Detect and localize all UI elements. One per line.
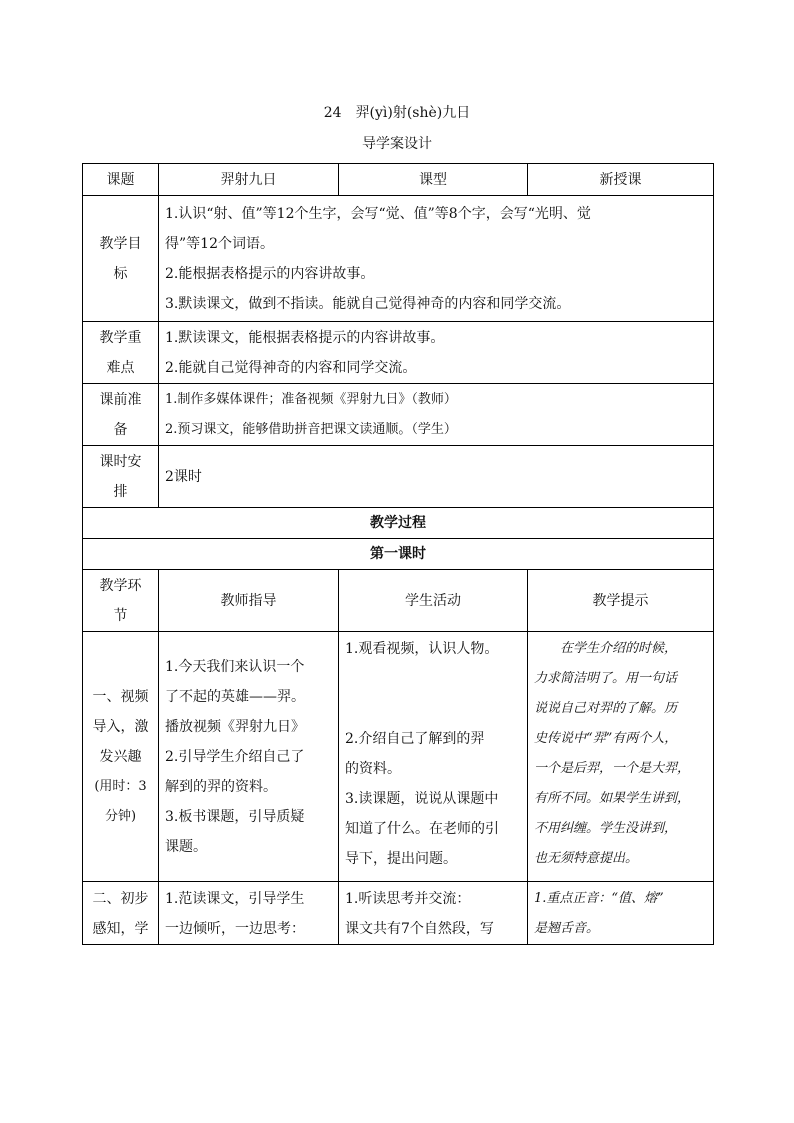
key-points-label	[83, 322, 159, 384]
lesson-title: 24 羿(yì)射(shè)九日	[323, 105, 471, 121]
step-name-line: 一、视频	[92, 688, 149, 705]
teacher-line: 1.今天我们来认识一个	[165, 658, 305, 675]
process-title-row	[83, 508, 714, 539]
step-name	[83, 632, 159, 882]
goal-line: 2.能根据表格提示的内容讲故事。	[165, 265, 375, 282]
goals-label-line: 标	[113, 265, 128, 282]
key-points-content	[159, 322, 714, 384]
hours-label-line: 排	[113, 483, 128, 500]
preparation-label-line: 备	[113, 421, 128, 438]
goals-row	[83, 196, 714, 322]
tip-line: 不用纠缠。学生没讲到，	[534, 821, 678, 836]
student-line: 的资料。	[345, 761, 401, 777]
step-name-line: 导入，激	[92, 718, 149, 735]
tip-line: 1.重点正音：“值、熔”	[534, 891, 664, 906]
column-header-row	[83, 570, 714, 632]
teacher-guidance	[159, 882, 339, 945]
key-points-row	[83, 322, 714, 384]
key-point-line: 1.默读课文，能根据表格提示的内容讲故事。	[165, 329, 445, 346]
tip-line: 一个是后羿，一个是大羿，	[534, 761, 691, 776]
tip-line: 力求简洁明了。用一句话	[534, 671, 678, 686]
document-subtitle: 导学案设计	[362, 136, 432, 152]
step-name-line: 发兴趣	[99, 748, 142, 765]
column-header-tips: 教学提示	[528, 570, 714, 632]
goals-label-line: 教学目	[99, 235, 142, 252]
student-line: 导下，提出问题。	[345, 851, 457, 867]
preparation-line: 2.预习课文，能够借助拼音把课文读通顺。（学生）	[165, 421, 457, 437]
student-line	[345, 664, 521, 694]
column-header-step-line: 节	[113, 607, 128, 624]
tip-line: 说说自己对羿的了解。历	[534, 701, 678, 716]
step-name	[83, 882, 159, 945]
student-line: 1.观看视频，认识人物。	[345, 641, 499, 657]
topic-value: 羿射九日	[159, 164, 339, 196]
key-points-label-line: 教学重	[99, 329, 142, 346]
lesson-title-row	[83, 539, 714, 570]
step-name-line: 二、初步	[92, 891, 149, 907]
column-header-teacher: 教师指导	[159, 570, 339, 632]
key-points-label-line: 难点	[106, 359, 135, 376]
student-line: 知道了什么。在老师的引	[345, 821, 499, 837]
hours-value: 2课时	[159, 446, 714, 508]
goal-line: 得”等12个词语。	[165, 235, 274, 252]
preparation-label-line: 课前准	[99, 391, 142, 408]
student-line: 2.介绍自己了解到的羿	[345, 731, 485, 747]
tip-line: 也无须特意提出。	[534, 851, 639, 866]
column-header-step	[83, 570, 159, 632]
teacher-line: 了不起的英雄——羿。	[165, 688, 305, 705]
preparation-line: 1.制作多媒体课件；准备视频《羿射九日》（教师）	[165, 391, 457, 407]
student-activity	[339, 882, 528, 945]
goals-label	[83, 196, 159, 322]
teacher-guidance	[159, 632, 339, 882]
type-label: 课型	[339, 164, 528, 196]
preparation-content	[159, 384, 714, 446]
hours-label	[83, 446, 159, 508]
process-title: 教学过程	[83, 508, 714, 539]
lesson-plan-table	[82, 163, 714, 945]
student-line: 课文共有7个自然段，写	[345, 921, 494, 937]
teacher-line: 1.范读课文，引导学生	[165, 891, 305, 907]
goal-line: 3.默读课文，做到不指读。能就自己觉得神奇的内容和同学交流。	[165, 295, 571, 312]
student-line	[345, 694, 521, 724]
student-line: 1.听读思考并交流：	[345, 891, 471, 907]
teaching-tips	[528, 882, 714, 945]
tip-line: 史传说中“羿”有两个人，	[534, 731, 678, 746]
goals-content	[159, 196, 714, 322]
tip-line: 有所不同。如果学生讲到，	[534, 791, 691, 806]
tip-line: 在学生介绍的时候，	[534, 641, 678, 656]
key-point-line: 2.能就自己觉得神奇的内容和同学交流。	[165, 359, 417, 376]
lesson-period-title: 第一课时	[83, 539, 714, 570]
type-value: 新授课	[528, 164, 714, 196]
teacher-line: 解到的羿的资料。	[165, 778, 277, 795]
step-name-line: (用时：3	[94, 778, 147, 794]
hours-label-line: 课时安	[99, 453, 142, 470]
column-header-student: 学生活动	[339, 570, 528, 632]
topic-label: 课题	[83, 164, 159, 196]
preparation-label	[83, 384, 159, 446]
teacher-line: 课题。	[165, 838, 207, 855]
step-row-video-intro	[83, 632, 714, 882]
teacher-line: 2.引导学生介绍自己了	[165, 748, 305, 765]
header-row	[83, 164, 714, 196]
column-header-step-line: 教学环	[99, 577, 142, 594]
student-activity	[339, 632, 528, 882]
preparation-row	[83, 384, 714, 446]
step-row-initial-reading	[83, 882, 714, 945]
hours-row	[83, 446, 714, 508]
teacher-line: 播放视频《羿射九日》	[165, 718, 305, 735]
step-name-line: 分钟)	[104, 808, 137, 824]
goal-line: 1.认识“射、值”等12个生字，会写“觉、值”等8个字，会写“光明、觉	[165, 205, 591, 222]
step-name-line: 感知，学	[92, 921, 149, 937]
teacher-line: 3.板书课题，引导质疑	[165, 808, 305, 825]
teacher-line: 一边倾听，一边思考：	[165, 921, 305, 937]
student-line: 3.读课题，说说从课题中	[345, 791, 499, 807]
tip-line: 是翘舌音。	[534, 921, 600, 936]
teaching-tips	[528, 632, 714, 882]
